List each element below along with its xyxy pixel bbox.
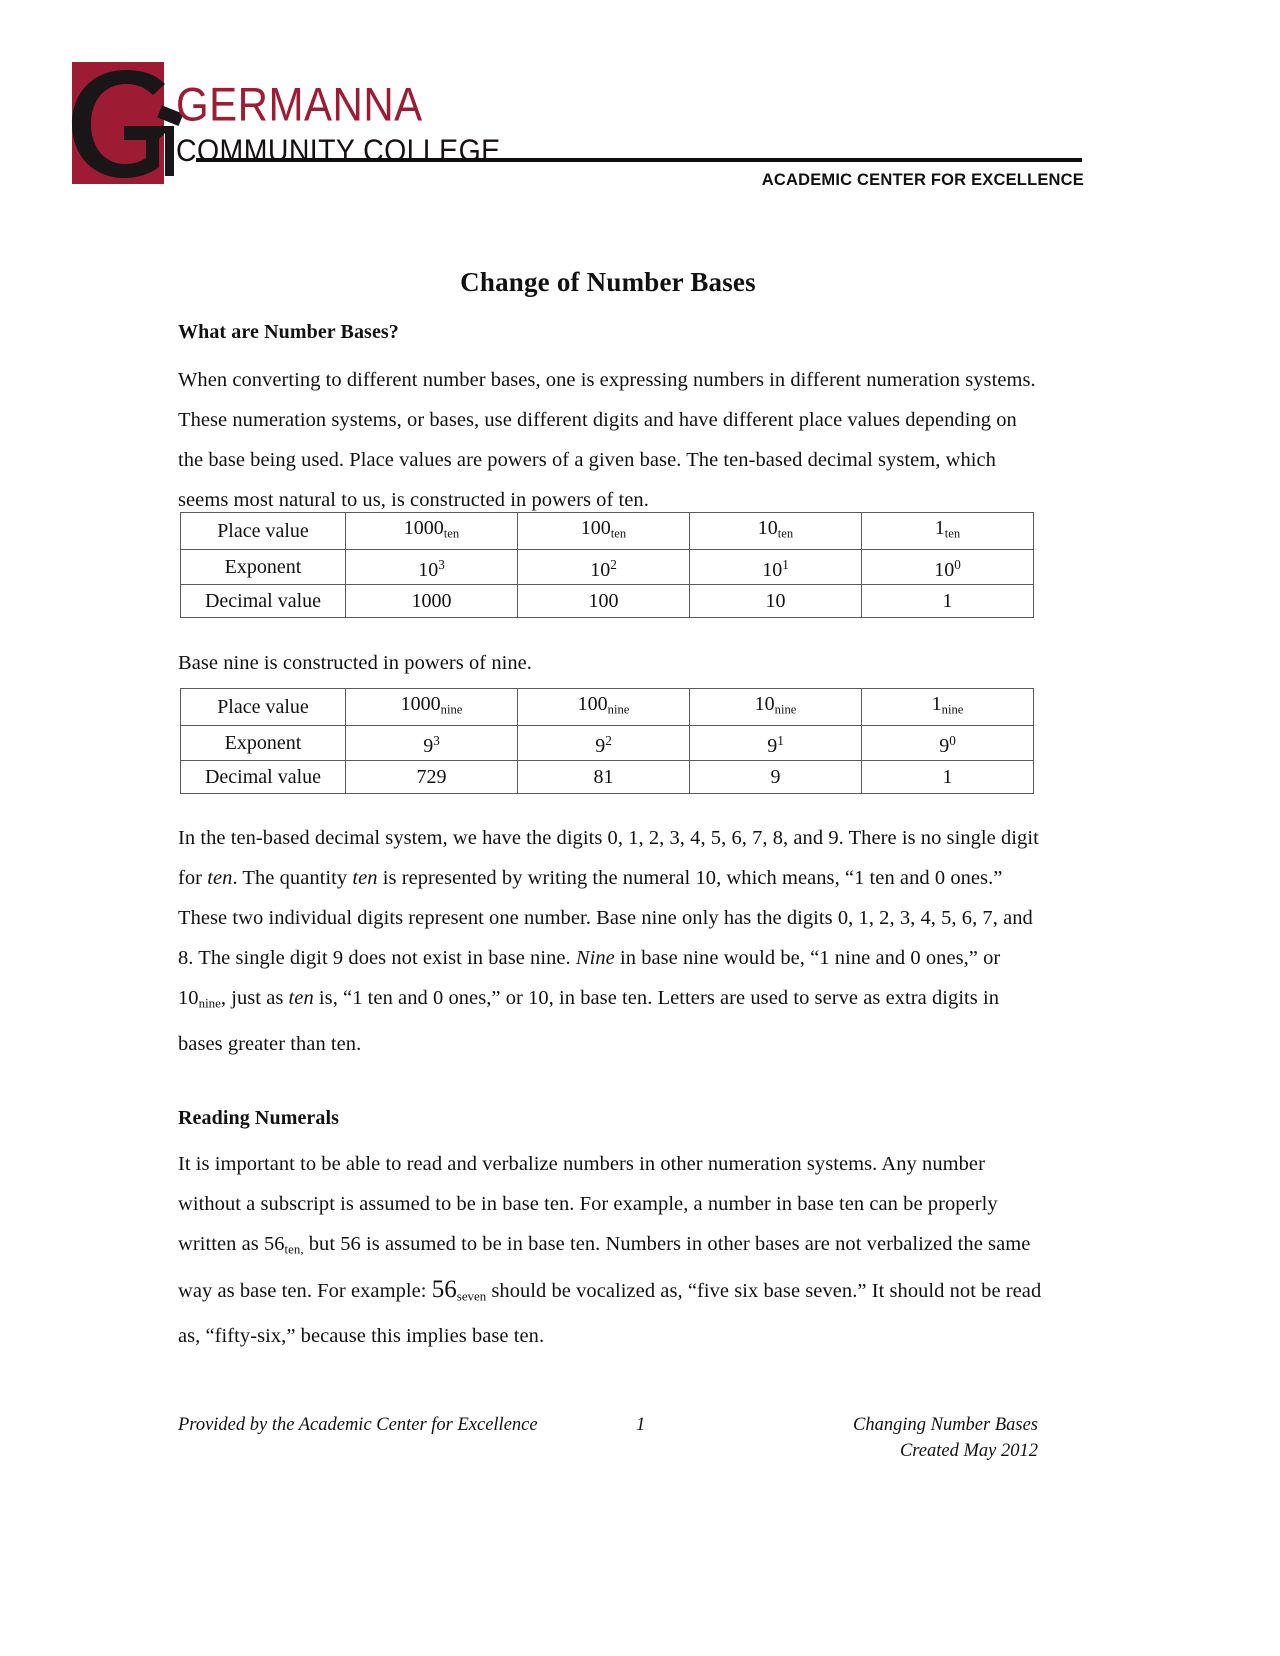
germanna-logo xyxy=(72,62,1082,182)
table-cell xyxy=(518,725,690,761)
base-nine-intro-block xyxy=(178,643,1038,683)
paragraph-reading-numerals xyxy=(178,1144,1042,1356)
heading-reading-numerals: Reading Numerals xyxy=(178,1107,340,1129)
table-cell: 9 xyxy=(690,761,862,794)
row-label: Decimal value xyxy=(181,585,346,618)
table-cell xyxy=(690,689,862,726)
page-header xyxy=(0,0,1280,200)
table-row xyxy=(181,549,1034,585)
cell-subscript: nine xyxy=(941,702,964,717)
cell-exponent: 3 xyxy=(433,732,440,748)
cell-main: 1000 xyxy=(400,693,441,715)
table-cell xyxy=(690,549,862,585)
table-base-ten-wrapper xyxy=(180,512,1034,618)
header-divider-rule xyxy=(196,158,1082,162)
table-cell xyxy=(518,549,690,585)
table-row xyxy=(181,725,1034,761)
cell-main: 100 xyxy=(580,517,611,539)
table-cell xyxy=(346,549,518,585)
row-label: Place value xyxy=(181,689,346,726)
italic-ten-1: ten xyxy=(207,867,233,889)
text-run: In the ten-based decimal system, we have the digits 0, 1, 2, 3, 4, 5, 6, 7, 8, and 9. There is no single digit for xyxy=(178,827,1039,889)
digits-explanation-block xyxy=(178,818,1040,1064)
cell-exponent: 3 xyxy=(438,556,445,572)
page-title: Change of Number Bases xyxy=(460,267,756,297)
subscript-nine: nine xyxy=(198,995,221,1011)
cell-exponent: 1 xyxy=(782,556,789,572)
table-row xyxy=(181,689,1034,726)
row-label: Decimal value xyxy=(181,761,346,794)
table-cell xyxy=(518,689,690,726)
cell-subscript: ten xyxy=(777,526,794,541)
numeral-56-large: 56 xyxy=(431,1275,457,1303)
cell-main: 10 xyxy=(762,558,783,581)
cell-subscript: ten xyxy=(944,526,961,541)
cell-main: 10 xyxy=(757,517,778,539)
logo-community-college-text: COMMUNITY COLLEGE xyxy=(176,132,501,169)
cell-main: 9 xyxy=(939,734,950,757)
cell-subscript: ten xyxy=(443,526,460,541)
cell-main: 1 xyxy=(931,693,942,715)
table-base-nine-body xyxy=(181,689,1034,794)
reading-numerals-heading-block xyxy=(178,1106,1038,1146)
paragraph-base-nine-intro: Base nine is constructed in powers of nine. xyxy=(178,652,532,674)
table-row xyxy=(181,761,1034,794)
table-cell xyxy=(862,513,1034,550)
cell-main: 10 xyxy=(418,558,439,581)
cell-exponent: 0 xyxy=(949,732,956,748)
text-run: should be vocalized as, “five six base seven.” It should not be read as, “fifty-six,” because this implies base ten. xyxy=(178,1279,1042,1348)
row-label: Place value xyxy=(181,513,346,550)
cell-main: 1 xyxy=(934,517,945,539)
table-cell xyxy=(862,725,1034,761)
row-label: Exponent xyxy=(181,725,346,761)
footer-provided-by: Provided by the Academic Center for Excellence xyxy=(178,1415,538,1435)
italic-ten-3: ten xyxy=(288,987,314,1009)
cell-main: 10 xyxy=(754,693,775,715)
cell-main: 1000 xyxy=(403,517,444,539)
table-base-nine-wrapper xyxy=(180,688,1034,794)
cell-main: 10 xyxy=(590,558,611,581)
text-run: , just as xyxy=(220,987,289,1009)
text-run: is, “1 ten and 0 ones,” or 10, in base ten. Letters are used to serve as extra digits in bases greater than ten. xyxy=(178,987,1000,1055)
cell-exponent: 2 xyxy=(610,556,617,572)
department-label: ACADEMIC CENTER FOR EXCELLENCE xyxy=(761,171,1084,189)
cell-exponent: 1 xyxy=(777,732,784,748)
table-cell: 100 xyxy=(518,585,690,618)
table-cell xyxy=(862,689,1034,726)
cell-main: 9 xyxy=(595,734,606,757)
table-cell xyxy=(346,513,518,550)
table-cell xyxy=(346,689,518,726)
cell-subscript: nine xyxy=(774,702,797,717)
row-label: Exponent xyxy=(181,549,346,585)
table-row xyxy=(181,585,1034,618)
paragraph-intro: When converting to different number bases, one is expressing numbers in different numeration systems. These numeration systems, or bases, use different digits and have different place values depending on the base being used. Place values are powers of a given base. The ten-based decimal system, which seems most natural to us, is constructed in powers of ten. xyxy=(178,369,1036,511)
text-run: but 56 is assumed to be in base ten. Numbers in other bases are not verbalized the same way as base ten. For example: xyxy=(178,1233,1031,1302)
table-base-ten-body xyxy=(181,513,1034,618)
table-cell xyxy=(690,725,862,761)
page-footer xyxy=(178,1412,1038,1461)
cell-exponent: 2 xyxy=(605,732,612,748)
footer-created-date: Created May 2012 xyxy=(899,1441,1038,1461)
logo-wordmark xyxy=(176,77,576,169)
italic-ten-2: ten xyxy=(352,867,378,889)
cell-subscript: nine xyxy=(607,702,630,717)
table-cell xyxy=(518,513,690,550)
text-run: is represented by writing the numeral 10, which means, “1 ten and 0 ones.” These two individual digits represent one number. Base nine only has the digits 0, 1, 2, 3, 4, 5, 6, 7, and 8. The single digit 9 does not exist in base nine. xyxy=(178,867,1033,969)
logo-g-icon xyxy=(64,64,184,182)
footer-page-number: 1 xyxy=(636,1415,646,1435)
cell-subscript: nine xyxy=(440,702,463,717)
text-run: in base nine would be, “1 nine and 0 ones,” or 10 xyxy=(178,947,1001,1009)
table-row xyxy=(181,513,1034,550)
intro-block xyxy=(178,266,1038,520)
table-cell: 729 xyxy=(346,761,518,794)
logo-germanna-text: GERMANNA xyxy=(176,77,423,131)
table-cell: 10 xyxy=(690,585,862,618)
cell-subscript: ten xyxy=(610,526,627,541)
table-base-ten xyxy=(180,512,1034,618)
table-cell xyxy=(346,725,518,761)
cell-main: 100 xyxy=(577,693,608,715)
table-cell xyxy=(862,549,1034,585)
cell-exponent: 0 xyxy=(954,556,961,572)
cell-main: 9 xyxy=(767,734,778,757)
logo-mark xyxy=(72,62,164,184)
table-cell: 1000 xyxy=(346,585,518,618)
cell-main: 10 xyxy=(934,558,955,581)
table-cell: 81 xyxy=(518,761,690,794)
italic-nine: Nine xyxy=(575,947,615,969)
paragraph-digits-explanation xyxy=(178,818,1040,1064)
text-run: . The quantity xyxy=(232,867,353,889)
text-run: It is important to be able to read and verbalize numbers in other numeration systems. Any number without a subscript is assumed to be in base ten. For example, a number in base ten can be properly written as 56 xyxy=(178,1153,998,1255)
cell-main: 9 xyxy=(423,734,434,757)
footer-doc-name: Changing Number Bases xyxy=(853,1415,1038,1435)
subscript-seven: seven xyxy=(456,1288,487,1304)
table-cell: 1 xyxy=(862,585,1034,618)
footer-row xyxy=(178,1412,1038,1461)
heading-what-are-number-bases: What are Number Bases? xyxy=(178,321,399,343)
subscript-ten: ten, xyxy=(284,1241,304,1257)
table-cell: 1 xyxy=(862,761,1034,794)
reading-numerals-block xyxy=(178,1144,1042,1356)
table-base-nine xyxy=(180,688,1034,794)
table-cell xyxy=(690,513,862,550)
